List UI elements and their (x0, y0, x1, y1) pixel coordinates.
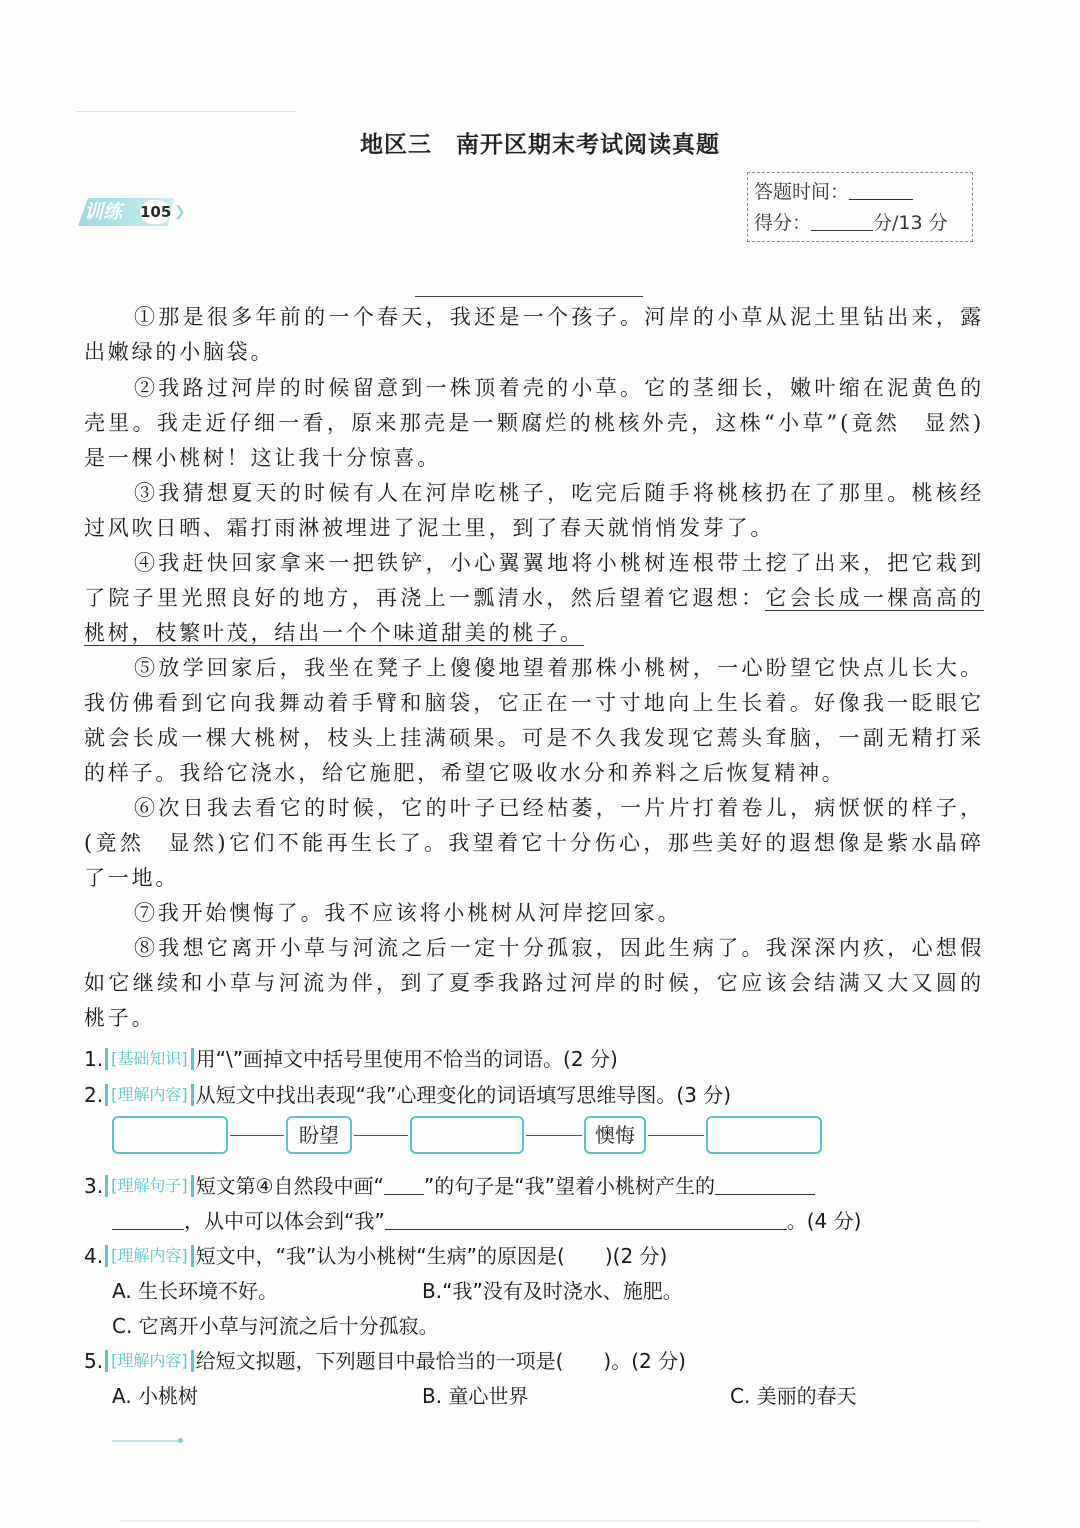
title-blank-line[interactable] (415, 296, 643, 297)
option-5c[interactable]: C. 美丽的春天 (730, 1384, 857, 1408)
question-text: 给短文拟题，下列题目中最恰当的一项是( )。(2 分) (195, 1349, 686, 1373)
question-number: 4. (84, 1244, 104, 1268)
answer-blank[interactable] (384, 1174, 424, 1195)
underlined-sentence: 它会长成一棵高高的桃树，枝繁叶茂，结出一个个味道甜美的桃子。 (84, 586, 984, 645)
mindmap-blank-2[interactable] (410, 1116, 524, 1154)
question-tag: [基础知识] (105, 1048, 194, 1070)
answer-blank[interactable] (112, 1209, 184, 1230)
question-5 (84, 1345, 686, 1374)
option-5a[interactable]: A. 小桃树 (112, 1384, 199, 1408)
page-bottom-rule (120, 1520, 980, 1522)
question-2 (84, 1079, 731, 1108)
paragraph-4 (84, 546, 984, 651)
paragraph-5: ⑤放学回家后，我坐在凳子上傻傻地望着那株小桃树，一心盼望它快点儿长大。我仿佛看到它向我舞动着手臂和脑袋，它正在一寸寸地向上生长着。好像我一眨眼它就会长成一棵大桃树，枝头上挂满硕果。可是不久我发现它蔫头耷脑，一副无精打采的样子。我给它浇水，给它施肥，希望它吸收水分和养料之后恢复精神。 (84, 656, 984, 785)
chevron-right-icon: ❯ (174, 204, 186, 220)
question-text-a: 短文第④自然段中画“ (195, 1174, 384, 1198)
option-5b[interactable]: B. 童心世界 (422, 1384, 529, 1408)
question-number: 1. (84, 1047, 104, 1071)
option-4a[interactable]: A. 生长环境不好。 (112, 1279, 279, 1303)
mindmap-connector (230, 1135, 284, 1136)
question-1 (84, 1043, 618, 1072)
paragraph-6: ⑥次日我去看它的时候，它的叶子已经枯萎，一片片打着卷儿，病恹恹的样子，(竟然 显然)它们不能再生长了。我望着它十分伤心，那些美好的遐想像是紫水晶碎了一地。 (84, 796, 984, 890)
score-row (754, 208, 972, 239)
paragraph-1: ①那是很多年前的一个春天，我还是一个孩子。河岸的小草从泥土里钻出来，露出嫩绿的小脑袋。 (84, 305, 984, 364)
mindmap-word-2: 懊悔 (584, 1116, 646, 1154)
question-3 (84, 1170, 815, 1199)
question-tag: [理解句子] (105, 1175, 194, 1197)
answer-blank[interactable] (715, 1174, 815, 1195)
question-text: 从短文中找出表现“我”心理变化的词语填写思维导图。(3 分) (195, 1083, 732, 1107)
question-4 (84, 1240, 667, 1269)
mindmap-blank-3[interactable] (706, 1116, 822, 1154)
mindmap-connector (648, 1135, 704, 1136)
exercise-badge (78, 198, 186, 226)
question-text-b: ”的句子是“我”望着小桃树产生的 (423, 1174, 715, 1198)
score-suffix: 分/13 分 (873, 212, 948, 234)
footer-rule (112, 1440, 178, 1442)
question-tag: [理解内容] (105, 1084, 194, 1106)
question-text: 用“\”画掉文中括号里使用不恰当的词语。(2 分) (195, 1047, 618, 1071)
option-4c[interactable]: C. 它离开小草与河流之后十分孤寂。 (112, 1314, 439, 1338)
question-text-d: 。(4 分) (786, 1209, 862, 1233)
paragraph-8: ⑧我想它离开小草与河流之后一定十分孤寂，因此生病了。我深深内疚，心想假如它继续和小草与河流为伴，到了夏季我路过河岸的时候，它应该会结满又大又圆的桃子。 (84, 936, 984, 1030)
question-tag: [理解内容] (105, 1350, 194, 1372)
question-number: 2. (84, 1083, 104, 1107)
score-blank[interactable] (811, 210, 873, 231)
paragraph-3: ③我猜想夏天的时候有人在河岸吃桃子，吃完后随手将桃核扔在了那里。桃核经过风吹日晒、霜打雨淋被埋进了泥土里，到了春天就悄悄发芽了。 (84, 481, 984, 540)
time-label: 答题时间： (754, 181, 850, 203)
time-blank[interactable] (849, 179, 913, 200)
mindmap-connector (526, 1135, 582, 1136)
question-3-line-2 (112, 1205, 861, 1234)
reading-passage (84, 300, 984, 1036)
footer-dot (178, 1438, 183, 1443)
time-row (754, 177, 972, 208)
paragraph-7: ⑦我开始懊悔了。我不应该将小桃树从河岸挖回家。 (134, 901, 682, 925)
badge-label: 训练 (84, 201, 123, 223)
answer-blank[interactable] (385, 1209, 787, 1230)
mindmap-word-1: 盼望 (286, 1116, 352, 1154)
mindmap-blank-1[interactable] (112, 1116, 228, 1154)
question-tag: [理解内容] (105, 1245, 194, 1267)
mindmap-connector (354, 1135, 408, 1136)
question-number: 5. (84, 1349, 104, 1373)
score-label: 得分： (754, 212, 812, 234)
page-title: 地区三 南开区期末考试阅读真题 (360, 132, 720, 158)
header-rule (76, 111, 296, 112)
badge-number: 105 (140, 200, 170, 224)
option-4b[interactable]: B.“我”没有及时浇水、施肥。 (422, 1279, 683, 1303)
question-text-c: ，从中可以体会到“我” (184, 1209, 385, 1233)
paragraph-2: ②我路过河岸的时候留意到一株顶着壳的小草。它的茎细长，嫩叶缩在泥黄色的壳里。我走近仔细一看，原来那壳是一颗腐烂的桃核外壳，这株“小草”(竟然 显然)是一棵小桃树！这让我十分惊喜。 (84, 376, 984, 470)
question-text: 短文中，“我”认为小桃树“生病”的原因是( )(2 分) (195, 1244, 668, 1268)
score-box (747, 172, 973, 242)
paragraph-4-text: ④我赶快回家拿来一把铁铲，小心翼翼地将小桃树连根带土挖了出来，把它栽到了院子里光照良好的地方，再浇上一瓢清水，然后望着它遐想： (84, 551, 984, 610)
question-number: 3. (84, 1174, 104, 1198)
